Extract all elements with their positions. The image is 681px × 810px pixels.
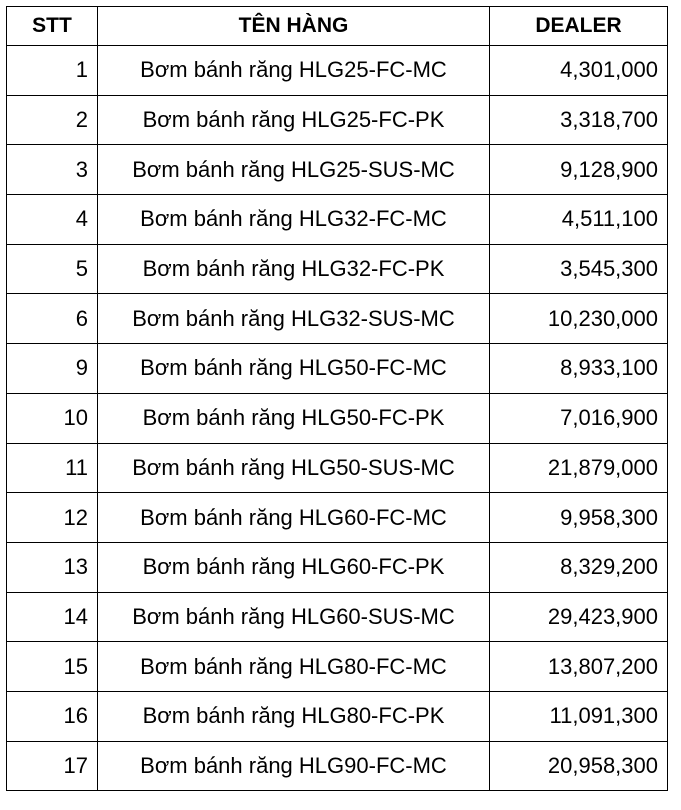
- price-table: [6, 6, 668, 791]
- cell-dealer: 8,329,200: [490, 542, 668, 592]
- cell-name: Bơm bánh răng HLG25-SUS-MC: [98, 145, 490, 195]
- table-row: [7, 393, 668, 443]
- table-row: [7, 195, 668, 245]
- table-row: [7, 46, 668, 96]
- table-row: [7, 642, 668, 692]
- header-row: [7, 7, 668, 46]
- cell-dealer: 3,545,300: [490, 244, 668, 294]
- header-name: TÊN HÀNG: [98, 7, 490, 46]
- cell-name: Bơm bánh răng HLG50-SUS-MC: [98, 443, 490, 493]
- table-row: [7, 145, 668, 195]
- cell-dealer: 4,511,100: [490, 195, 668, 245]
- price-table-container: [6, 6, 667, 791]
- table-row: [7, 294, 668, 344]
- cell-name: Bơm bánh răng HLG32-FC-PK: [98, 244, 490, 294]
- cell-stt: 6: [7, 294, 98, 344]
- cell-name: Bơm bánh răng HLG60-SUS-MC: [98, 592, 490, 642]
- cell-dealer: 11,091,300: [490, 691, 668, 741]
- cell-stt: 5: [7, 244, 98, 294]
- header-dealer: DEALER: [490, 7, 668, 46]
- cell-stt: 17: [7, 741, 98, 791]
- cell-name: Bơm bánh răng HLG32-FC-MC: [98, 195, 490, 245]
- cell-name: Bơm bánh răng HLG80-FC-PK: [98, 691, 490, 741]
- cell-dealer: 21,879,000: [490, 443, 668, 493]
- cell-dealer: 9,128,900: [490, 145, 668, 195]
- cell-stt: 10: [7, 393, 98, 443]
- table-header: [7, 7, 668, 46]
- cell-name: Bơm bánh răng HLG90-FC-MC: [98, 741, 490, 791]
- cell-dealer: 20,958,300: [490, 741, 668, 791]
- table-row: [7, 443, 668, 493]
- table-row: [7, 95, 668, 145]
- cell-stt: 16: [7, 691, 98, 741]
- cell-name: Bơm bánh răng HLG50-FC-PK: [98, 393, 490, 443]
- cell-stt: 4: [7, 195, 98, 245]
- table-row: [7, 542, 668, 592]
- table-row: [7, 691, 668, 741]
- cell-name: Bơm bánh răng HLG25-FC-MC: [98, 46, 490, 96]
- cell-name: Bơm bánh răng HLG32-SUS-MC: [98, 294, 490, 344]
- cell-stt: 13: [7, 542, 98, 592]
- table-row: [7, 493, 668, 543]
- header-stt: STT: [7, 7, 98, 46]
- cell-dealer: 13,807,200: [490, 642, 668, 692]
- table-body: [7, 46, 668, 791]
- cell-dealer: 29,423,900: [490, 592, 668, 642]
- table-row: [7, 344, 668, 394]
- cell-dealer: 4,301,000: [490, 46, 668, 96]
- cell-name: Bơm bánh răng HLG25-FC-PK: [98, 95, 490, 145]
- cell-name: Bơm bánh răng HLG80-FC-MC: [98, 642, 490, 692]
- cell-stt: 14: [7, 592, 98, 642]
- table-row: [7, 592, 668, 642]
- cell-name: Bơm bánh răng HLG60-FC-MC: [98, 493, 490, 543]
- cell-name: Bơm bánh răng HLG60-FC-PK: [98, 542, 490, 592]
- cell-stt: 1: [7, 46, 98, 96]
- cell-stt: 15: [7, 642, 98, 692]
- cell-dealer: 8,933,100: [490, 344, 668, 394]
- cell-stt: 11: [7, 443, 98, 493]
- cell-dealer: 10,230,000: [490, 294, 668, 344]
- cell-stt: 12: [7, 493, 98, 543]
- cell-stt: 2: [7, 95, 98, 145]
- cell-stt: 9: [7, 344, 98, 394]
- cell-dealer: 7,016,900: [490, 393, 668, 443]
- cell-dealer: 3,318,700: [490, 95, 668, 145]
- cell-stt: 3: [7, 145, 98, 195]
- table-row: [7, 244, 668, 294]
- cell-name: Bơm bánh răng HLG50-FC-MC: [98, 344, 490, 394]
- table-row: [7, 741, 668, 791]
- cell-dealer: 9,958,300: [490, 493, 668, 543]
